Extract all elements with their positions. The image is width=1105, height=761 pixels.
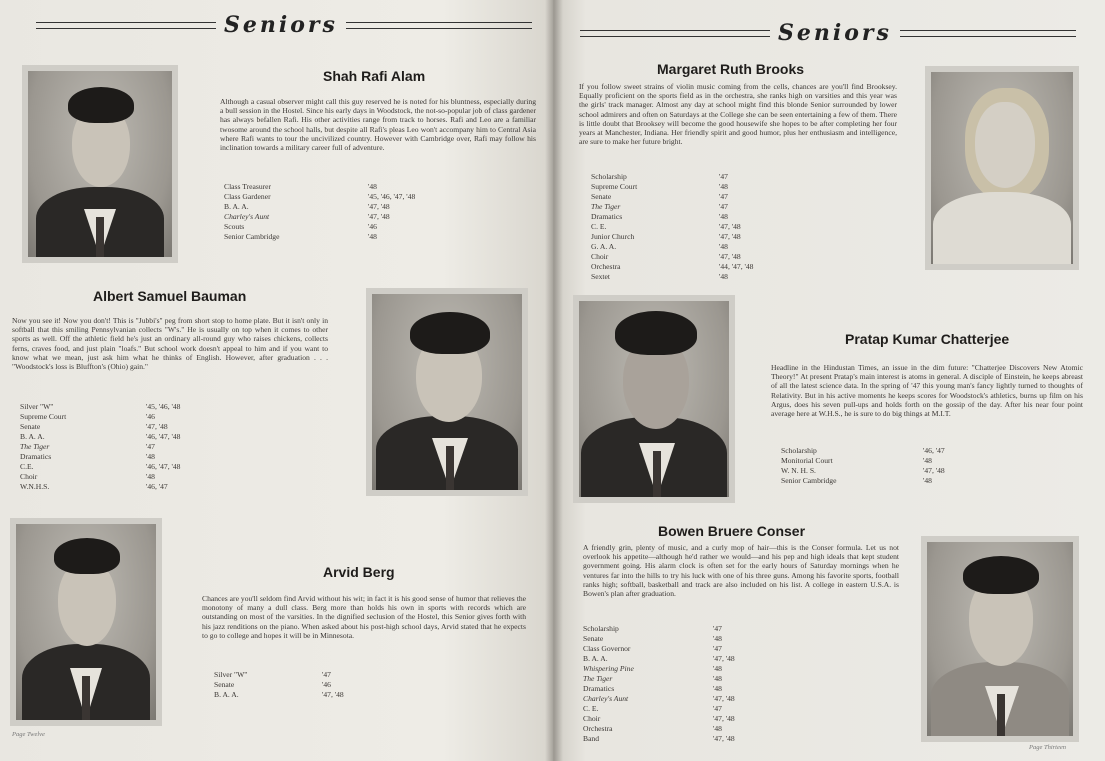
activity-row: The Tiger '47 [20,442,155,451]
student-bio: Headline in the Hindustan Times, an issue in the dim future: "Chatterjee Discovers New Atomic Theory!" At present Pratap's main interest is atoms in general. A disciple of Einstein, he keeps abreast of all the latest science data. In the spring of '47 this young man's fancy lightly turned to thoughts of Relativity. But in his active moments he keeps scores for Woodstock's athletics, burns up film on his Argus, does his seven pull-ups and holds forth on the gossip of the day. After his near four point average here at W.H.S., he is sure to do big things at M.I.T. [771,363,1083,419]
activity-row: Senate '48 [583,634,722,643]
page-folio: Page Twelve [12,731,45,738]
activity-row: Orchestra '44, '47, '48 [591,262,754,271]
student-bio: If you follow sweet strains of violin music coming from the cells, chances are you'll find Brooksey. Equally proficient on the sports field as in the orchestra, she ranks high on varsities and this year was the girls' track manager. Almost any day at school might find this blonde Senior surrounded by lower school admirers and often on Saturdays at the College she can be seen entertaining a few of them. There is little doubt that Brooksey will become the good housewife she hopes to be after completing her four years at Manchester, Indiana. Her friendly spirit and good humor, plus her enthusiasm and intelligence, are sure to make her future bright. [579,82,897,147]
activity-row: B. A. A. '47, '48 [224,202,390,211]
student-name: Arvid Berg [323,564,395,580]
page-folio: Page Thirteen [1029,744,1067,751]
activity-row: Monitorial Court '48 [781,456,932,465]
activities-list [20,402,180,492]
activity-row: Charley's Aunt '47, '48 [224,212,390,221]
student-name: Bowen Bruere Conser [658,523,806,539]
activities-list [214,670,344,700]
activity-row: Scholarship '47 [591,172,728,181]
activity-row: Scholarship '47 [583,624,722,633]
student-name: Albert Samuel Bauman [93,288,247,304]
activity-row: Scouts '46 [224,222,377,231]
activity-row: W. N. H. S. '47, '48 [781,466,945,475]
activity-row: Senior Cambridge '48 [224,232,377,241]
activity-row: B. A. A. '46, '47, '48 [20,432,181,441]
student-name: Shah Rafi Alam [323,68,426,84]
activity-row: Silver "W" '45, '46, '48 [20,402,181,411]
activity-row: Senate '47 [591,192,728,201]
activities-list [583,624,735,744]
activities-list [781,446,945,486]
left-page-header [36,12,532,38]
activity-row: W.N.H.S. '46, '47 [20,482,168,491]
right-page-header [580,20,1076,46]
activity-row: B. A. A. '47, '48 [583,654,735,663]
activity-row: Choir '48 [20,472,155,481]
portrait-albert-samuel-bauman [366,288,528,496]
activity-row: Choir '47, '48 [591,252,741,261]
activity-row: Dramatics '48 [591,212,728,221]
student-name: Margaret Ruth Brooks [657,61,805,77]
activity-row: Junior Church '47, '48 [591,232,741,241]
left-page-title: Seniors [224,12,338,38]
student-bio: A friendly grin, plenty of music, and a curly mop of hair—this is the Conser formula. Let us not overlook his appetite—although he'd rather we would—and his pep and high ideals that kept student government going. His alarm clock is often set for the early hours of Saturday mornings when he ventures far into the hills to try his luck with one of his three guns. Among his favorite sports, football ranks high; softball, basketball and track are also included on his list. A college in eastern U.S.A. is Bowen's plan after graduation. [583,543,899,599]
activity-row: Band '47, '48 [583,734,735,743]
activity-row: Supreme Court '46 [20,412,155,421]
student-bio: Although a casual observer might call this guy reserved he is noted for his bluntness, especially during a bull session in the Hostel. Since his early days in Woodstock, the not-so-popular job of class gardener has always befallen Rafi. His other activities range from track to horses. Rafi and Leo are a familiar twosome around the school halls, but despite all Rafi's pleas Leo won't accompany him to Central Asia where Rafi wants to tour the uncivilized country. However with Cambridge over, Rafi may follow his inclination towards a military career full of adventure. [220,97,536,153]
activity-row: Dramatics '48 [583,684,722,693]
portrait-shah-rafi-alam [22,65,178,263]
activity-row: Orchestra '48 [583,724,722,733]
activity-row: Class Treasurer '48 [224,182,377,191]
activity-row: C. E. '47, '48 [591,222,741,231]
activity-row: Whispering Pine '48 [583,664,722,673]
right-page-title: Seniors [778,20,892,46]
portrait-bowen-bruere-conser [921,536,1079,742]
activity-row: Choir '47, '48 [583,714,735,723]
activity-row: Class Gardener '45, '46, '47, '48 [224,192,416,201]
activities-list [224,182,415,242]
activities-list [591,172,753,282]
portrait-margaret-ruth-brooks [925,66,1079,270]
activity-row: B. A. A. '47, '48 [214,690,344,699]
portrait-pratap-kumar-chatterjee [573,295,735,503]
activity-row: The Tiger '48 [583,674,722,683]
activity-row: Dramatics '48 [20,452,155,461]
activity-row: C.E. '46, '47, '48 [20,462,181,471]
book-spine [545,0,563,761]
activity-row: Senior Cambridge '48 [781,476,932,485]
activity-row: Senate '46 [214,680,331,689]
activity-row: The Tiger '47 [591,202,728,211]
right-page [553,0,1105,761]
activity-row: C. E. '47 [583,704,722,713]
portrait-arvid-berg [10,518,162,726]
activity-row: Silver "W" '47 [214,670,331,679]
activity-row: Class Governor '47 [583,644,722,653]
activity-row: Scholarship '46, '47 [781,446,945,455]
student-bio: Now you see it! Now you don't! This is "Jubbi's" peg from short stop to home plate. But it isn't only in softball that this smiling Pennsylvanian collects "W's." He is usually on top when it comes to other sports as well. Off the athletic field he's just an ordinary all-round guy who raises chickens, collects ferns, craves food, and just plain "loafs." But school work doesn't appeal to him and if you want to know what we mean, just ask him what he thinks of English. However, after graduation . . . "Woodstock's loss is Bluffton's (Ohio) gain." [12,316,328,372]
activity-row: Charley's Aunt '47, '48 [583,694,735,703]
student-name: Pratap Kumar Chatterjee [845,331,1010,347]
activity-row: G. A. A. '48 [591,242,728,251]
student-bio: Chances are you'll seldom find Arvid without his wit; in fact it is his good sense of humor that relieves the monotony of many a dull class. Berg more than holds his own in sports with records which are outstanding on most of the varsities. In the dignified seclusion of the Hostel, this Senior gives forth with his jazz renditions on the piano. When asked about his post-high school days, Arvid stated that he expects to go to college and hopes it will be in Minnesota. [202,594,526,640]
activity-row: Senate '47, '48 [20,422,168,431]
activity-row: Supreme Court '48 [591,182,728,191]
activity-row: Sextet '48 [591,272,728,281]
